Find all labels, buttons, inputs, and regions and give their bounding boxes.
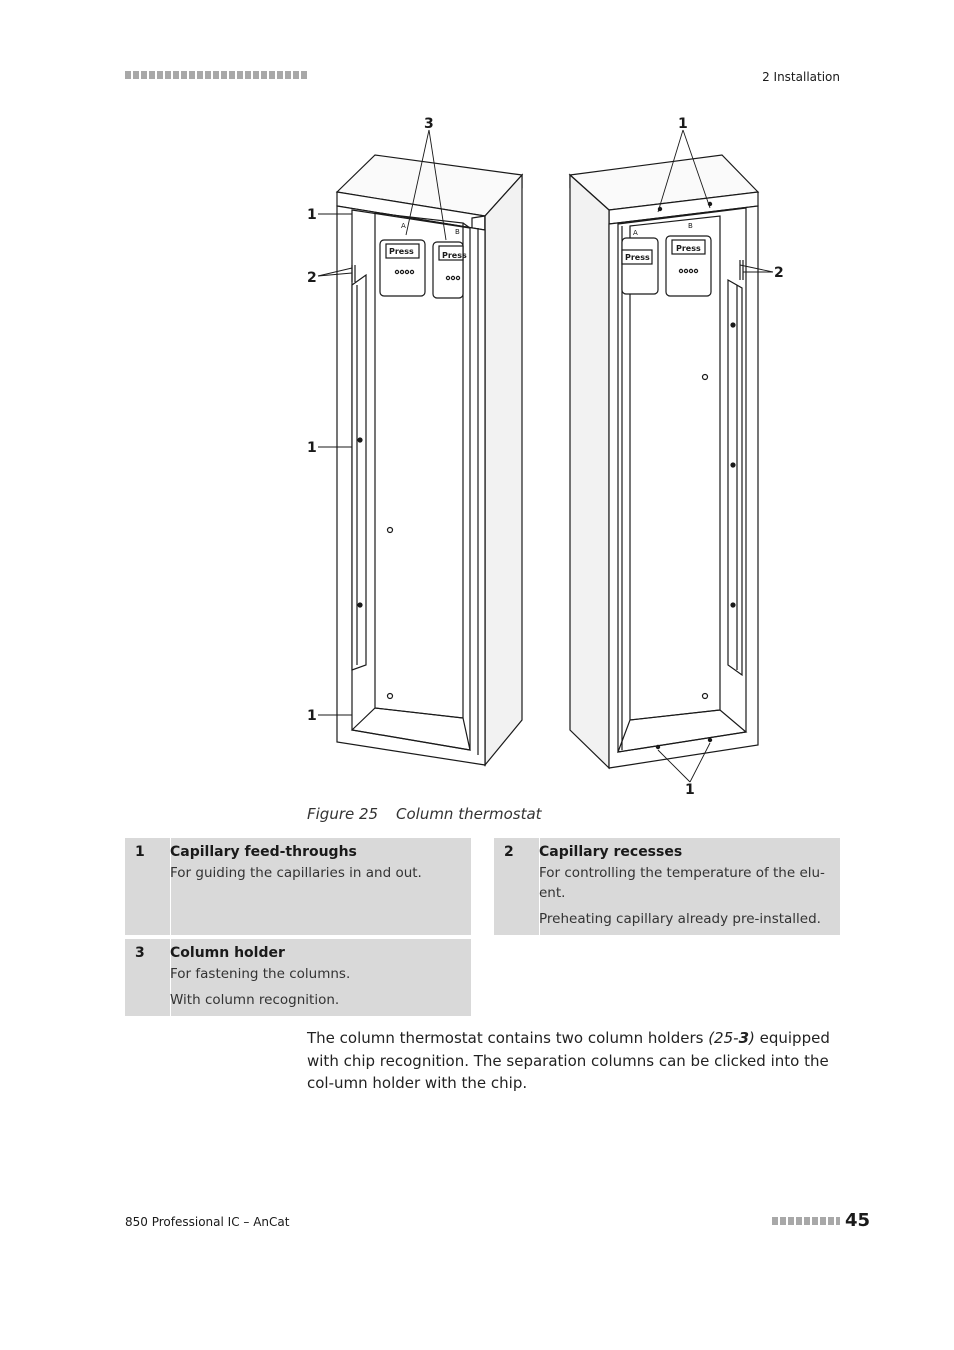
legend-item-description: For controlling the temperature of the elu- ent. bbox=[539, 865, 825, 901]
legend-item-number: 1 bbox=[135, 844, 145, 860]
page-number: 45 bbox=[845, 1210, 871, 1231]
figure-reference: (25-3) bbox=[708, 1029, 755, 1047]
footer-product-name: 850 Professional IC – AnCat bbox=[125, 1215, 290, 1229]
right-cabinet-drawing bbox=[570, 155, 758, 768]
legend-item-title: Capillary feed-throughs bbox=[170, 844, 357, 860]
footer-decoration bbox=[772, 1217, 840, 1225]
holder-press-label-left-a: Press bbox=[389, 247, 414, 256]
figure-caption-text: Column thermostat bbox=[396, 805, 542, 823]
holder-press-label-right-b: Press bbox=[676, 244, 701, 253]
callout-1-left-middle: 1 bbox=[307, 440, 317, 456]
callout-1-bottom-right: 1 bbox=[685, 782, 695, 798]
header-section-title: 2 Installation bbox=[762, 70, 840, 84]
legend-item-title: Capillary recesses bbox=[539, 844, 683, 860]
holder-press-label-left-b: Press bbox=[442, 251, 467, 260]
slot-b-label-right: B bbox=[688, 222, 693, 230]
left-cabinet-drawing bbox=[337, 155, 522, 765]
legend-item-description: For fastening the columns. bbox=[170, 966, 351, 982]
legend-item-description: With column recognition. bbox=[170, 992, 340, 1008]
legend-item-3 bbox=[125, 939, 471, 1016]
callout-3-top-left: 3 bbox=[424, 116, 434, 132]
legend-item-number: 2 bbox=[504, 844, 514, 860]
callout-1-left-lower: 1 bbox=[307, 708, 317, 724]
slot-a-label-right: A bbox=[633, 229, 638, 237]
figure-caption bbox=[307, 805, 542, 823]
legend-item-2 bbox=[494, 838, 840, 935]
body-paragraph bbox=[307, 1027, 840, 1095]
callout-2-left: 2 bbox=[307, 270, 317, 286]
legend-item-1 bbox=[125, 838, 471, 935]
legend-item-description: Preheating capillary already pre-installed. bbox=[539, 911, 821, 927]
body-text-after: equipped with chip recognition. The separation columns can be clicked into the col-umn holder with the chip. bbox=[307, 1029, 830, 1092]
legend-item-description: For guiding the capillaries in and out. bbox=[170, 865, 422, 881]
holder-press-label-right-a: Press bbox=[625, 253, 650, 262]
body-text-before: The column thermostat contains two column holders bbox=[307, 1029, 709, 1047]
figure-caption-number: Figure 25 bbox=[307, 805, 379, 823]
callout-1-left-upper: 1 bbox=[307, 207, 317, 223]
slot-b-label-left: B bbox=[455, 228, 460, 236]
callout-2-right: 2 bbox=[774, 265, 784, 281]
column-thermostat-figure bbox=[300, 110, 800, 800]
slot-a-label-left: A bbox=[401, 222, 406, 230]
legend-item-number: 3 bbox=[135, 945, 145, 961]
callout-1-top-right: 1 bbox=[678, 116, 688, 132]
legend-item-title: Column holder bbox=[170, 945, 285, 961]
header-decoration bbox=[125, 71, 307, 79]
